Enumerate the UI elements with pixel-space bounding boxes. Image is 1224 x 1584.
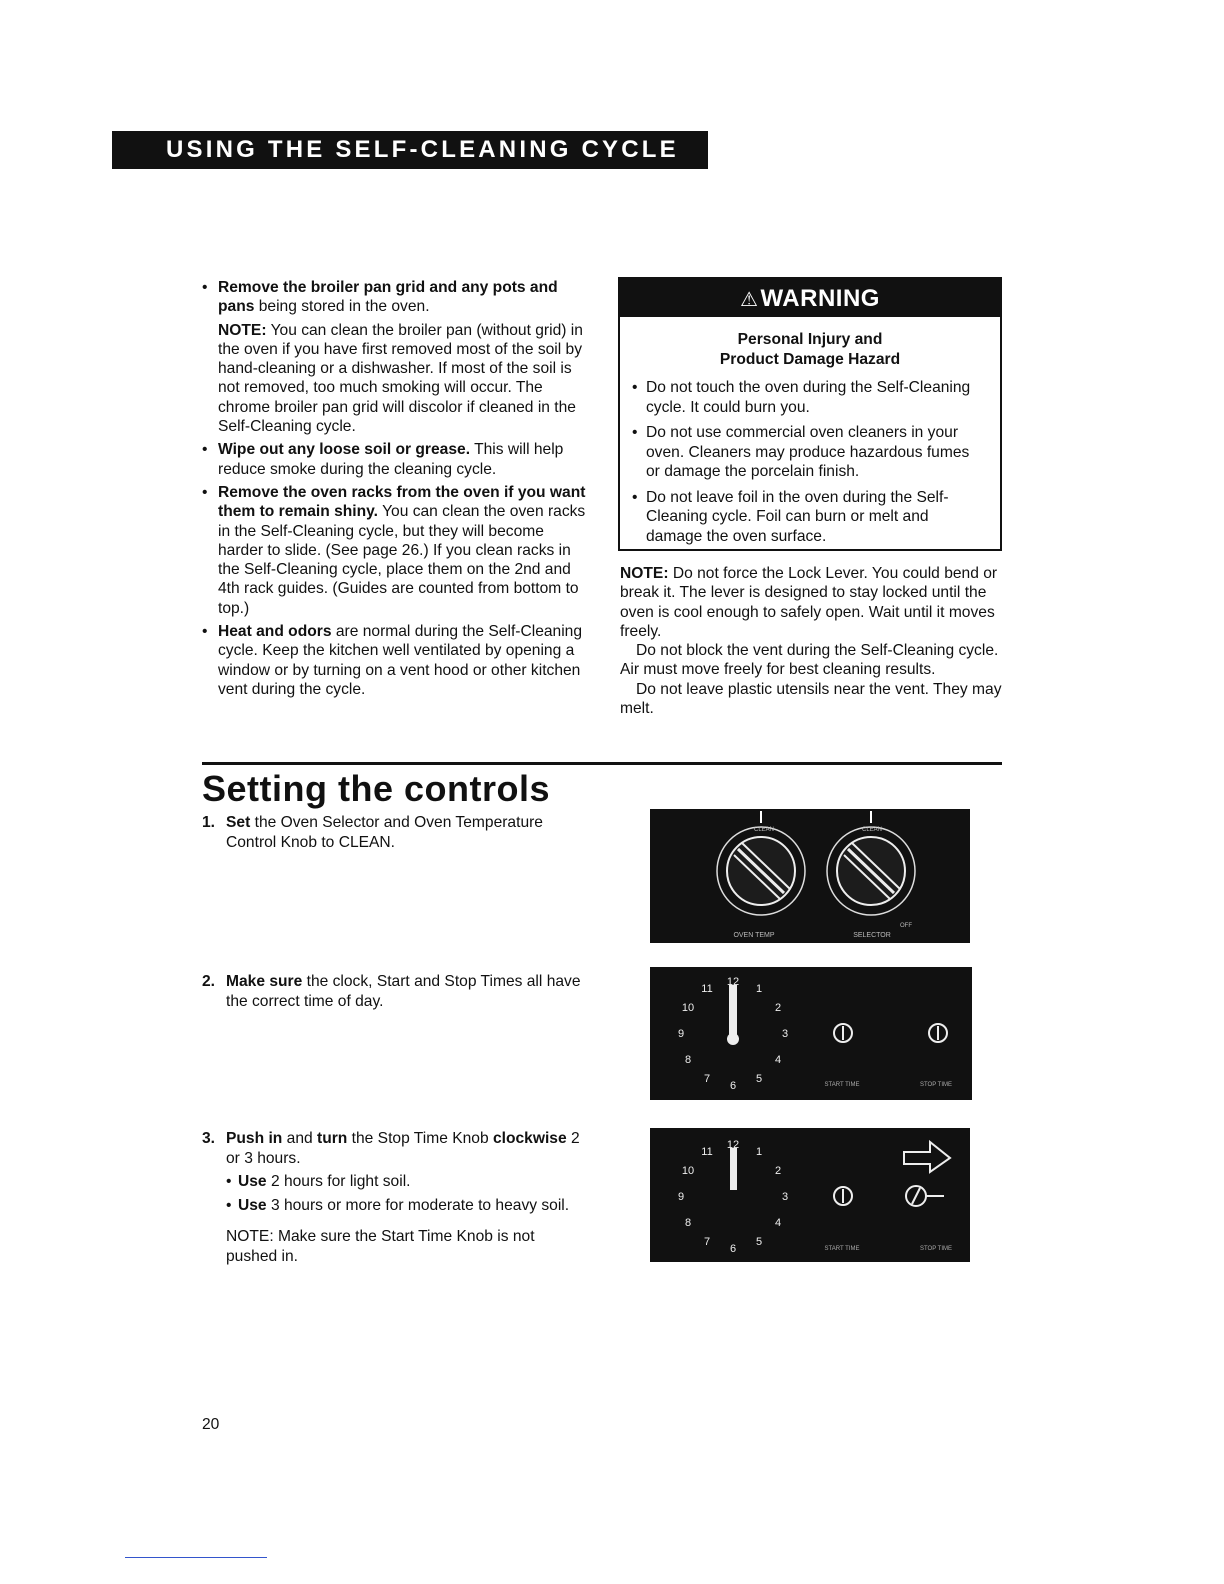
warning-subtitle bbox=[620, 330, 1000, 370]
broiler-note bbox=[202, 321, 592, 437]
selector-knob bbox=[827, 811, 915, 929]
step-note bbox=[226, 1227, 586, 1266]
note-text: You can clean the broiler pan (without grid) in the oven if you have first removed most of the soil by hand-cleaning or a dishwasher. If most of the soil is not removed, too much smoking will occur. The chrome broiler pan grid will discolor if cleaned in the Self-Cleaning cycle. bbox=[218, 321, 583, 436]
warning-box bbox=[618, 277, 1002, 551]
step-text: and bbox=[282, 1130, 318, 1147]
knob-clean-label: CLEAN bbox=[754, 827, 775, 833]
list-item bbox=[202, 278, 592, 317]
list-item bbox=[202, 483, 592, 618]
note-label: NOTE: bbox=[218, 321, 267, 339]
start-time-knob bbox=[834, 1187, 852, 1205]
vent-paragraph: Do not block the vent during the Self-Cleaning cycle. Air must move freely for best cleaning results. bbox=[620, 642, 999, 679]
step-bold: clockwise bbox=[492, 1130, 567, 1147]
step-text: 2 or 3 hours. bbox=[226, 1130, 580, 1167]
clock-numeral: 9 bbox=[677, 1191, 685, 1203]
sub-item-bold: Use bbox=[238, 1196, 267, 1214]
clock-numeral: 10 bbox=[681, 1165, 695, 1177]
stop-time-knob-pushed bbox=[906, 1186, 944, 1206]
step-text: the Oven Selector and Oven Temperature Control Knob to CLEAN. bbox=[226, 814, 543, 851]
step-number: 3. bbox=[202, 1130, 216, 1147]
clock-numeral: 1 bbox=[755, 1146, 763, 1158]
bullet-bold: Wipe out any loose soil or grease. bbox=[218, 441, 471, 459]
bullet-text: You can clean the oven racks in the Self-Cleaning cycle, but they will become harder to slide. (See page 26.) If you clean racks in the Self-Cleaning cycle, place them on the 2nd and 4th rack guides. (Guides are counted from bottom to top.) bbox=[218, 503, 586, 617]
bullet-text: being stored in the oven. bbox=[254, 298, 430, 316]
step-number: 1. bbox=[202, 814, 216, 831]
clock-numeral: 11 bbox=[701, 1146, 713, 1158]
bullet-text: This will help reduce smoke during the cleaning cycle. bbox=[218, 441, 564, 478]
warning-header bbox=[620, 279, 1000, 317]
warning-item: • Do not use commercial oven cleaners in your oven. Cleaners may produce hazardous fumes or damage the porcelain finish. bbox=[632, 423, 986, 482]
list-item bbox=[202, 440, 592, 479]
clock-numeral: 6 bbox=[729, 1243, 737, 1255]
knob-off-label: OFF bbox=[900, 923, 912, 929]
stop-time-caption: STOP TIME bbox=[919, 1082, 953, 1088]
step-1 bbox=[202, 813, 602, 863]
sub-item-bold: Use bbox=[238, 1173, 267, 1190]
clock-numeral: 7 bbox=[703, 1236, 711, 1248]
clock-numeral: 11 bbox=[701, 983, 713, 995]
bullet-text: are normal during the Self-Cleaning cycle. Keep the kitchen well ventilated by opening a window or by turning on a vent hood or other kitchen vent during the cycle. bbox=[218, 623, 583, 698]
clock-numeral: 5 bbox=[755, 1236, 763, 1248]
clock-numeral: 2 bbox=[774, 1165, 782, 1177]
sub-item-text: 2 hours for light soil. bbox=[266, 1173, 411, 1190]
clock-numeral: 4 bbox=[774, 1217, 782, 1229]
warning-subtitle-line: Product Damage Hazard bbox=[719, 351, 901, 368]
note-text: Do not force the Lock Lever. You could bend or break it. The lever is designed to stay locked until the oven is cool enough to safely open. Wait until it moves freely. bbox=[620, 565, 998, 640]
note-text: Make sure the Start Time Knob is not pushed in. bbox=[226, 1228, 535, 1265]
clock-numeral: 1 bbox=[755, 983, 763, 995]
section-header-bar bbox=[112, 131, 708, 169]
clock-numeral: 8 bbox=[684, 1054, 692, 1066]
step-3 bbox=[202, 1129, 602, 1299]
start-time-knob bbox=[834, 1024, 852, 1042]
clock-numeral: 7 bbox=[703, 1073, 711, 1085]
bullet-bold: Remove the oven racks from the oven if you want them to remain shiny. bbox=[218, 483, 586, 521]
start-time-caption: START TIME bbox=[824, 1246, 860, 1252]
warning-triangle-icon: ⚠ bbox=[740, 289, 759, 311]
clock-numeral: 5 bbox=[755, 1073, 763, 1085]
warning-list bbox=[620, 370, 1000, 546]
selector-caption: SELECTOR bbox=[853, 932, 891, 939]
section-divider bbox=[202, 762, 1002, 765]
sub-item bbox=[226, 1172, 586, 1192]
left-column bbox=[202, 278, 592, 699]
step-bold: Make sure bbox=[226, 973, 303, 990]
stop-time-knob bbox=[929, 1024, 947, 1042]
footnote-rule bbox=[125, 1557, 267, 1558]
clock-numeral: 12 bbox=[726, 976, 740, 988]
step-text: the clock, Start and Stop Times all have the correct time of day. bbox=[226, 973, 581, 1010]
clock-panel-image bbox=[650, 967, 972, 1100]
oven-temp-caption: OVEN TEMP bbox=[733, 932, 775, 939]
bullet-bold: Heat and odors bbox=[218, 623, 332, 641]
section-title: Setting the controls bbox=[202, 768, 551, 809]
step-bold: turn bbox=[317, 1130, 348, 1147]
warning-item: • Do not touch the oven during the Self-Cleaning cycle. It could burn you. bbox=[632, 378, 986, 417]
start-time-caption: START TIME bbox=[824, 1082, 860, 1088]
clock-numeral: 4 bbox=[774, 1054, 782, 1066]
warning-subtitle-line: Personal Injury and bbox=[737, 331, 883, 348]
step-2 bbox=[202, 972, 602, 1022]
clock-numeral: 3 bbox=[781, 1028, 789, 1040]
note-label: NOTE: bbox=[226, 1228, 274, 1245]
note-label: NOTE: bbox=[620, 565, 669, 582]
sub-item bbox=[226, 1196, 586, 1216]
bullet-bold: Remove the broiler pan grid and any pots and pans bbox=[218, 279, 558, 316]
clock-numeral: 3 bbox=[781, 1191, 789, 1203]
step-text: the Stop Time Knob bbox=[347, 1130, 493, 1147]
plastic-paragraph: Do not leave plastic utensils near the vent. They may melt. bbox=[620, 680, 1002, 718]
warning-item: • Do not leave foil in the oven during the Self-Cleaning cycle. Foil can burn or melt and damage the oven surface. bbox=[632, 488, 986, 547]
clock-numeral: 6 bbox=[729, 1080, 737, 1092]
list-item bbox=[202, 622, 592, 699]
clock-numeral: 12 bbox=[726, 1139, 740, 1151]
oven-temp-knob bbox=[717, 811, 805, 915]
knob-clean-label: CLEAN bbox=[862, 827, 883, 833]
knob-panel-image bbox=[650, 809, 970, 943]
clock-numeral: 8 bbox=[684, 1217, 692, 1229]
page-number: 20 bbox=[202, 1416, 220, 1433]
stop-time-caption: STOP TIME bbox=[919, 1246, 953, 1252]
warning-title: WARNING bbox=[760, 285, 880, 312]
sub-item-text: 3 hours or more for moderate to heavy soil. bbox=[266, 1196, 570, 1214]
header-title: USING THE SELF-CLEANING CYCLE bbox=[166, 136, 679, 163]
clock-numeral: 2 bbox=[774, 1002, 782, 1014]
lock-lever-note bbox=[620, 564, 1002, 641]
clock-numeral: 9 bbox=[677, 1028, 685, 1040]
clock-stop-panel-image bbox=[650, 1128, 970, 1262]
clockwise-arrow-icon bbox=[904, 1142, 950, 1172]
right-notes bbox=[620, 564, 1002, 718]
step-bold: Set bbox=[226, 814, 251, 831]
clock-numeral: 10 bbox=[681, 1002, 695, 1014]
step-number: 2. bbox=[202, 973, 216, 990]
step-bold: Push in bbox=[226, 1130, 283, 1147]
